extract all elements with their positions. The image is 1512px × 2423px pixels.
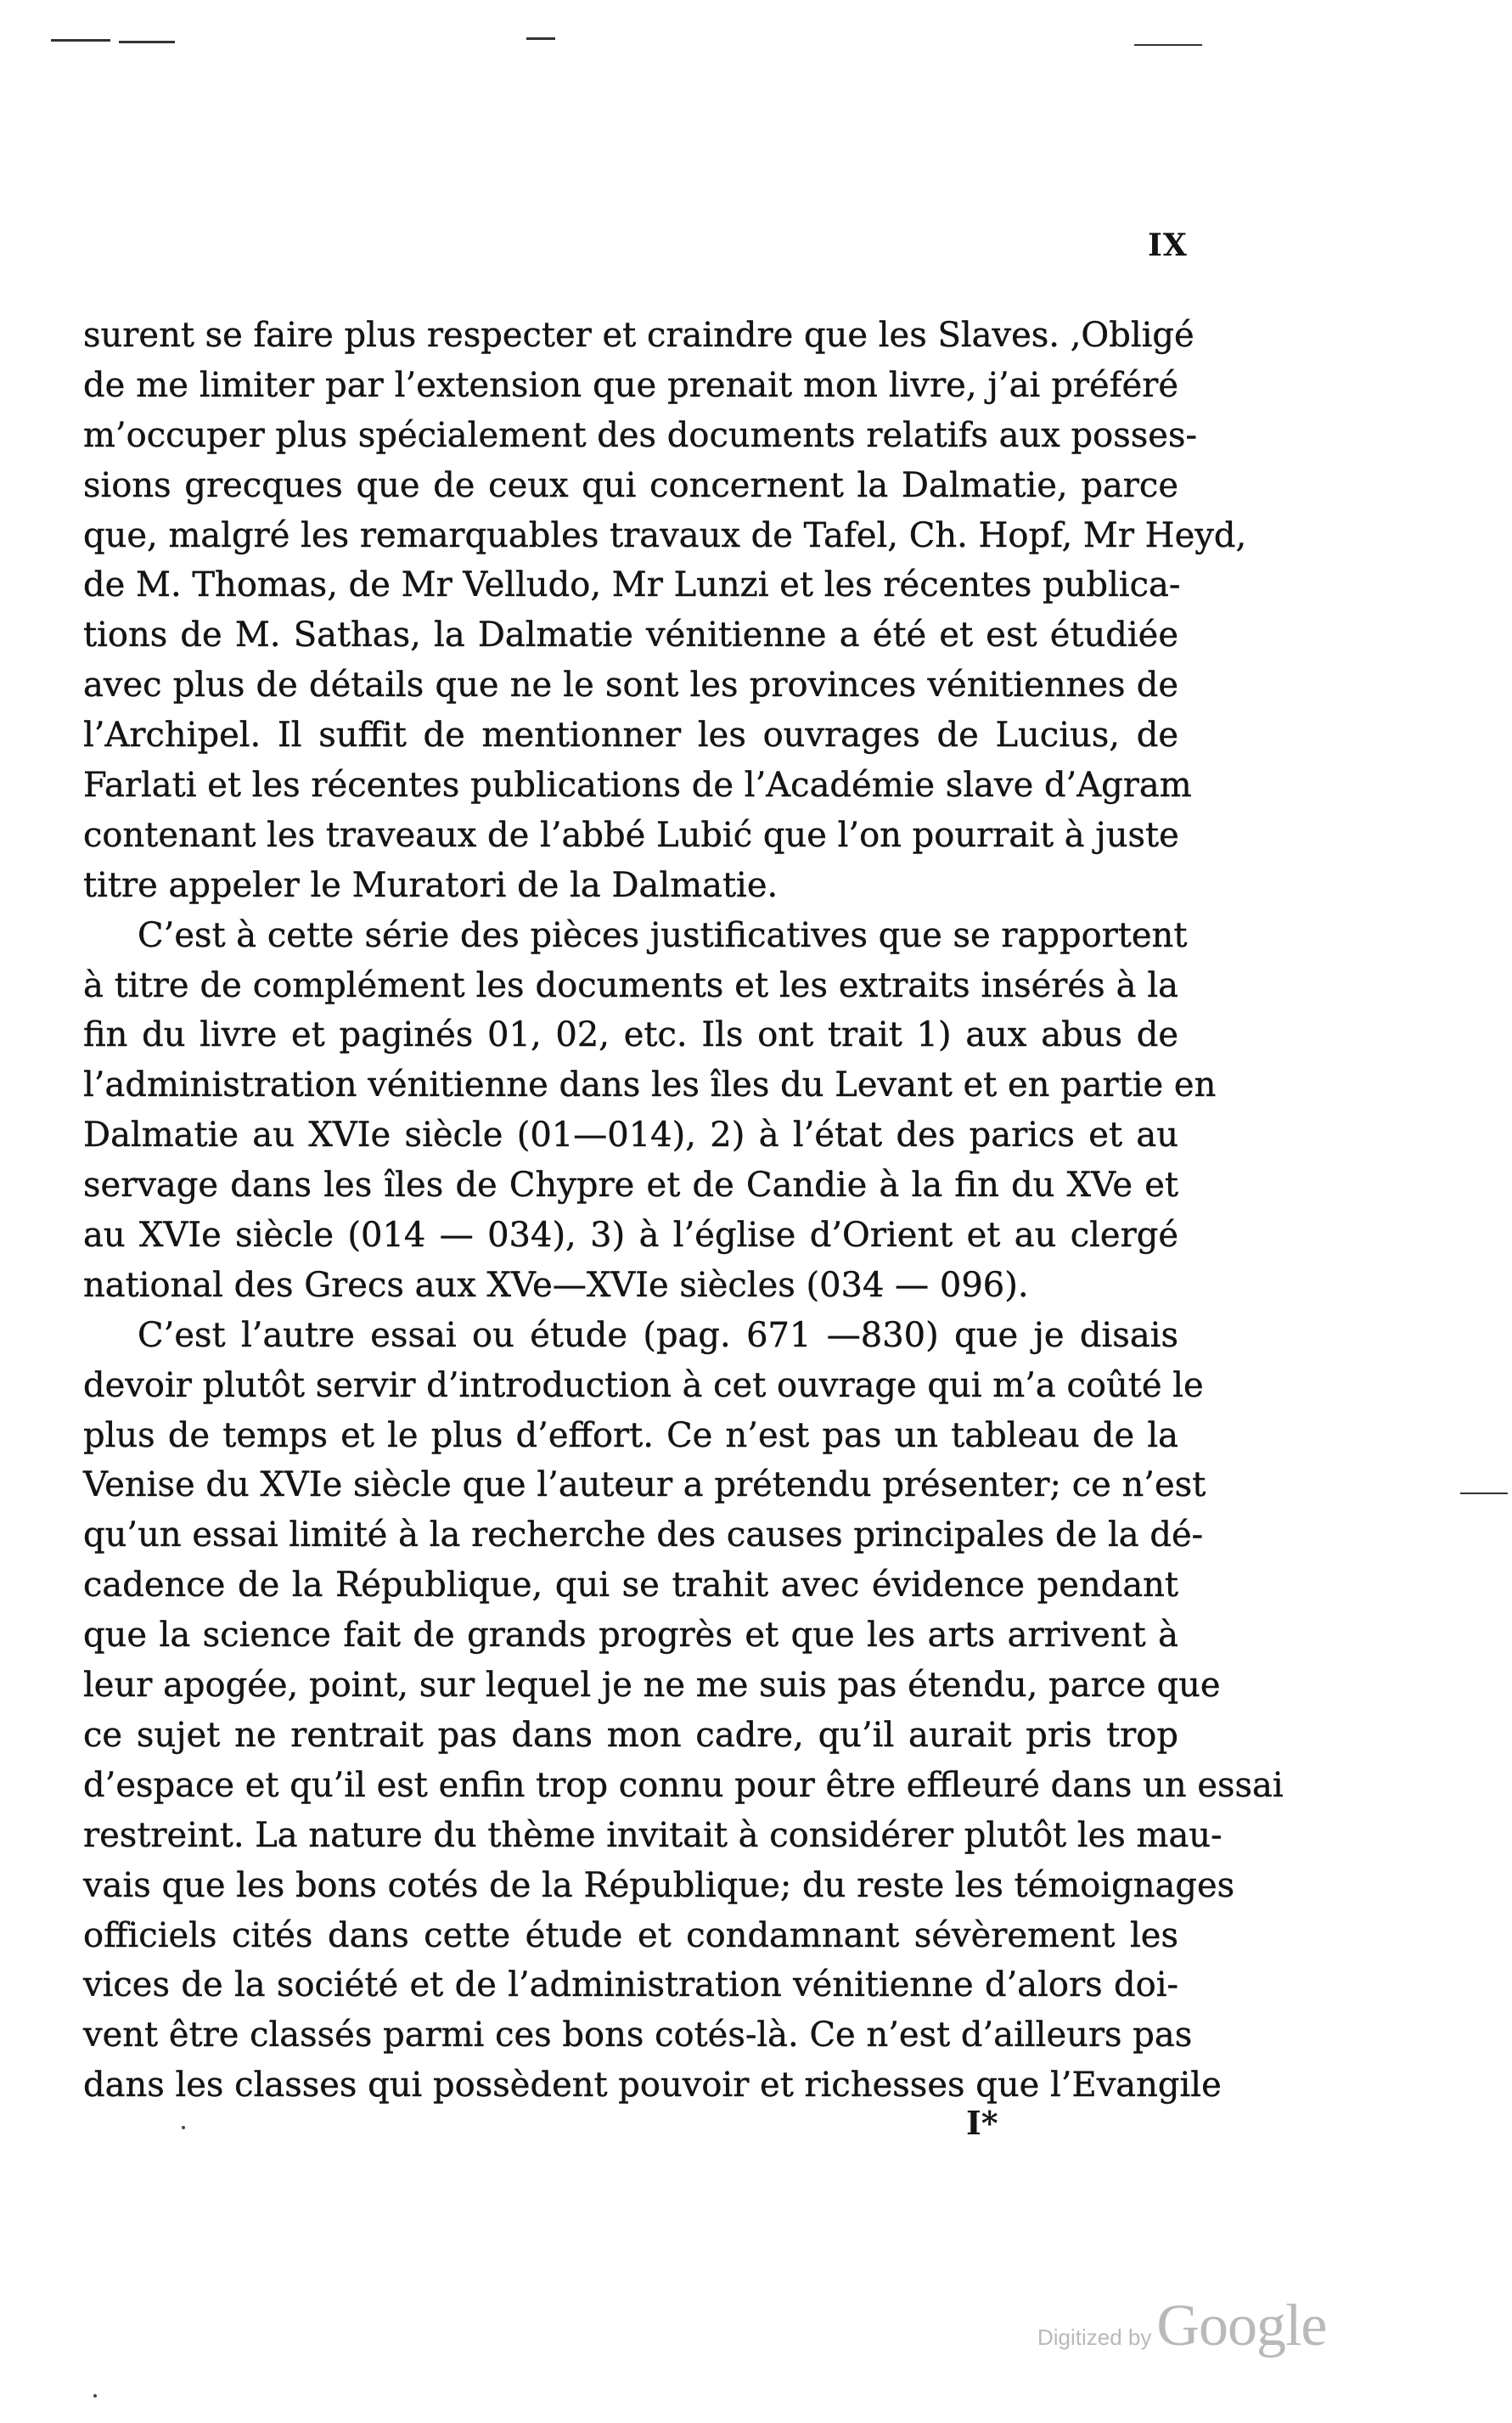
watermark-prefix: Digitized by bbox=[1037, 2325, 1152, 2350]
text-line: qu’un essai limité à la recherche des causes principales de la dé- bbox=[83, 1515, 1204, 1555]
text-line: surent se faire plus respecter et craindre que les Slaves. ,Obligé bbox=[83, 316, 1194, 355]
text-line: sions grecques que de ceux qui concernent la Dalmatie, parce bbox=[83, 465, 1178, 505]
text-line: à titre de complément les documents et les extraits insérés à la bbox=[83, 965, 1178, 1005]
text-line: avec plus de détails que ne le sont les provinces vénitiennes de bbox=[83, 666, 1178, 706]
text-line: l’Archipel. Il suffit de mentionner les ouvrages de Lucius, de bbox=[83, 716, 1178, 756]
text-line: m’occuper plus spécialement des documents relatifs aux posses- bbox=[83, 415, 1198, 455]
text-line: dans les classes qui possèdent pouvoir et richesses que l’Evangile bbox=[83, 2066, 1222, 2105]
text-line: d’espace et qu’il est enfin trop connu pour être effleuré dans un essai bbox=[83, 1765, 1284, 1805]
scan-artifact-mark bbox=[51, 39, 110, 42]
paragraph-start-line: C’est à cette série des pièces justificatives que se rapportent bbox=[138, 915, 1188, 955]
text-line: de M. Thomas, de Mr Velludo, Mr Lunzi et les récentes publica- bbox=[83, 565, 1181, 605]
scan-dot bbox=[182, 2126, 185, 2129]
page-number: IX bbox=[1148, 228, 1188, 263]
text-line: servage dans les îles de Chypre et de Candie à la fin du XVe et bbox=[83, 1166, 1178, 1206]
text-line: contenant les traveaux de l’abbé Lubić que l’on pourrait à juste bbox=[83, 815, 1179, 855]
text-line: leur apogée, point, sur lequel je ne me suis pas étendu, parce que bbox=[83, 1666, 1221, 1706]
text-line: de me limiter par l’extension que prenait mon livre, j’ai préféré bbox=[83, 365, 1178, 405]
signature-mark: I* bbox=[966, 2104, 998, 2142]
scan-artifact-mark bbox=[526, 37, 555, 40]
text-line: vent être classés parmi ces bons cotés-là. Ce n’est d’ailleurs pas bbox=[83, 2015, 1193, 2055]
text-line: l’administration vénitienne dans les îles du Levant et en partie en bbox=[83, 1065, 1217, 1105]
text-line: Venise du XVIe siècle que l’auteur a prétendu présenter; ce n’est bbox=[83, 1465, 1206, 1505]
paragraph-end-line: titre appeler le Muratori de la Dalmatie. bbox=[83, 865, 778, 905]
text-line: plus de temps et le plus d’effort. Ce n’est pas un tableau de la bbox=[83, 1415, 1178, 1455]
text-line: Dalmatie au XVIe siècle (01—014), 2) à l’état des parics et au bbox=[83, 1116, 1178, 1155]
scan-artifact-mark bbox=[1134, 44, 1202, 46]
text-line: cadence de la République, qui se trahit avec évidence pendant bbox=[83, 1566, 1178, 1605]
text-line: vices de la société et de l’administration vénitienne d’alors doi- bbox=[83, 1965, 1178, 2005]
text-line: officiels cités dans cette étude et condamnant sévèrement les bbox=[83, 1915, 1178, 1955]
text-line: restreint. La nature du thème invitait à considérer plutôt les mau- bbox=[83, 1815, 1223, 1855]
text-line: devoir plutôt servir d’introduction à cet ouvrage qui m’a coûté le bbox=[83, 1365, 1204, 1405]
scan-artifact-mark bbox=[119, 41, 175, 43]
scan-artifact-mark bbox=[1460, 1493, 1508, 1494]
text-line: vais que les bons cotés de la République; du reste les témoignages bbox=[83, 1865, 1235, 1905]
text-line: au XVIe siècle (014 — 034), 3) à l’église d’Orient et au clergé bbox=[83, 1216, 1178, 1256]
google-logo: Google bbox=[1156, 2293, 1327, 2358]
scan-dot bbox=[93, 2394, 97, 2398]
text-line: que, malgré les remarquables travaux de Tafel, Ch. Hopf, Mr Heyd, bbox=[83, 515, 1247, 555]
paragraph-end-line: national des Grecs aux XVe—XVIe siècles (034 — 096). bbox=[83, 1265, 1029, 1305]
paragraph-start-line: C’est l’autre essai ou étude (pag. 671 —830) que je disais bbox=[138, 1315, 1178, 1355]
body-text bbox=[83, 311, 1284, 2111]
text-line: que la science fait de grands progrès et que les arts arrivent à bbox=[83, 1616, 1178, 1656]
text-line: tions de M. Sathas, la Dalmatie vénitienne a été et est étudiée bbox=[83, 616, 1178, 655]
text-line: Farlati et les récentes publications de l’Académie slave d’Agram bbox=[83, 766, 1192, 806]
text-line: fin du livre et paginés 01, 02, etc. Ils ont trait 1) aux abus de bbox=[83, 1015, 1178, 1055]
google-watermark bbox=[1037, 2292, 1326, 2360]
text-line: ce sujet ne rentrait pas dans mon cadre, qu’il aurait pris trop bbox=[83, 1715, 1178, 1755]
